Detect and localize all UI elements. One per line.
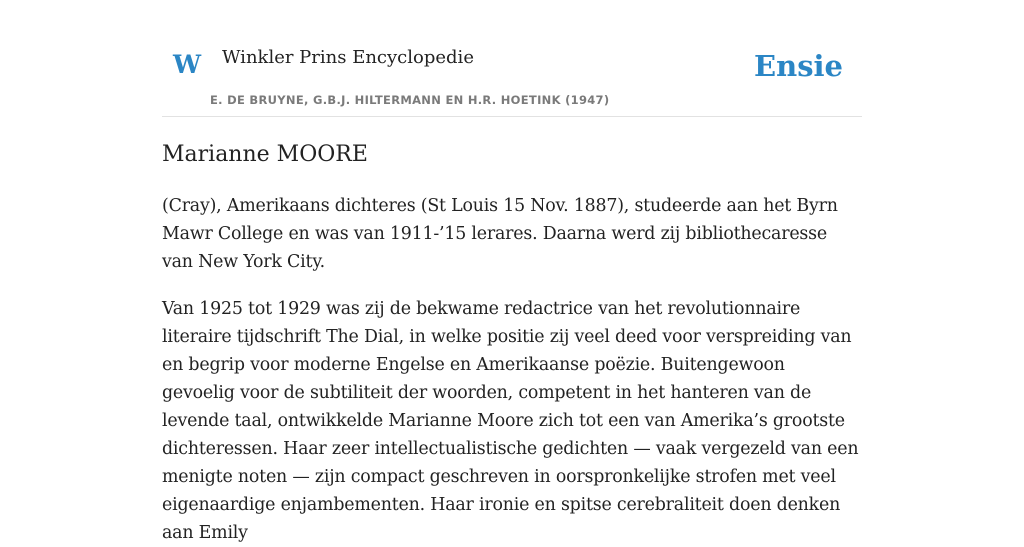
site-header [162,0,862,117]
article-paragraph-2: Van 1925 tot 1929 was zij de bekwame redactrice van het revolutionnaire literaire tijdschrift The Dial, in welke positie zij veel deed voor verspreiding van en begrip voor moderne Engelse en Amerikaanse poëzie. Buitengewoon gevoelig voor de subtiliteit der woorden, competent in het hanteren van de levende taal, ontwikkelde Marianne Moore zich tot een van Amerika’s grootste dichteressen. Haar zeer intellectualistische gedichten — vaak vergezeld van een menigte noten — zijn compact geschreven in oorspronkelijke strofen met veel eigenaardige enjambementen. Haar ironie en spitse cerebraliteit doen denken aan Emily [162,299,859,543]
article-title: Marianne MOORE [162,142,368,167]
winkler-prins-logo[interactable]: W [173,50,202,79]
ensie-logo[interactable]: Ensie [754,49,843,83]
article-paragraph-1: (Cray), Amerikaans dichteres (St Louis 15 Nov. 1887), studeerde aan het Byrn Mawr College en was van 1911-’15 lerares. Daarna werd zij bibliothecaresse van New York City. [162,196,838,272]
article [162,138,862,547]
authors-subtitle: E. DE BRUYNE, G.B.J. HILTERMANN EN H.R. HOETINK (1947) [210,93,610,107]
site-title: Winkler Prins Encyclopedie [222,47,474,68]
